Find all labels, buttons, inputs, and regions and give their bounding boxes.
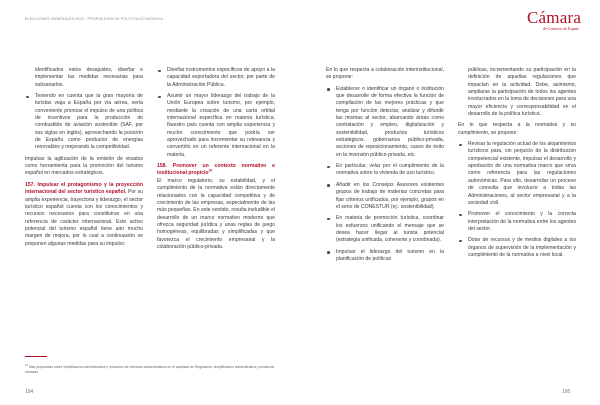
list-item: Revisar la regulación actual de los alojamientos turísticos para, sin perjuicio de la distribución competencial existente, impulsar el desarrollo y aprobación de una normativa marco que sirva como referencia para las regulaciones autonómicas. Para ello, desarrollar un proceso de consulta que involucre a todas las Administraciones, al sector empresarial y a la sociedad civil. bbox=[458, 141, 576, 207]
list-item: Promover el conocimiento y la correcta interpretación de la normativa entre los agentes del sector. bbox=[458, 211, 576, 233]
list-item: Asumir un mayor liderazgo del trabajo de la Unión Europea sobre turismo, por ejemplo, mediante la creación de una carta orbital internacional específica en materia turística. Nuestro país cuenta con amplia experiencia y mucho conocimiento que podría ser aprovechado para incrementar su relevancia y convertirlo en un referente internacional en la materia. bbox=[157, 93, 275, 159]
page-number-left: 194 bbox=[25, 389, 34, 395]
section-heading-158: 158. Promover un contexto normativo e institucional propicio$^{10}$ bbox=[157, 163, 275, 177]
list-item: Dotar de recursos y de medios digitales a los órganos de supervisión de la implementación y cumplimiento de la normativa a nivel local. bbox=[458, 237, 576, 259]
text-column-3 bbox=[326, 67, 444, 263]
list-item: En particular, velar por el cumplimiento de la normativa sobre la vivienda de uso turístico. bbox=[326, 163, 444, 178]
section-heading-157: 157. Impulsar el protagonismo y la proyección internacional del sector turístico español. bbox=[25, 181, 143, 196]
logo-wordmark: Cámara bbox=[527, 8, 582, 27]
running-header: ELECCIONES GENERALES 2023 · PROPUESTAS DE POLÍTICA ECONÓMICA bbox=[25, 17, 163, 21]
text-column-1 bbox=[25, 67, 143, 248]
paragraph: Impulsar la agilización de la emisión de visados como herramienta para la promoción del turismo español en mercados estratégicos. bbox=[25, 155, 143, 177]
list-item: Añadir en los Consejos Asesores existentes grupos de trabajo de materias concretas para fijar criterios unificados, por ejemplo, grupos en el seno de CONESTUR (ej.: sostenibilidad). bbox=[326, 182, 444, 211]
page-number-right: 195 bbox=[562, 389, 571, 395]
section-paragraph-157: 157. Impulsar el protagonismo y la proyección internacional del sector turístico español. Por su amplia experiencia, trayectoria y liderazgo, el sector turístico español cuenta con los conocimientos y recursos necesarios para constituirse en una referencia de carácter internacional. Este activo potencial del turismo español tiene aún mucho margen de mejora, por lo cual a continuación se proponen algunas medidas para su impulso: bbox=[25, 181, 143, 247]
paragraph: En lo que respecta a colaboración interinstitucional, se propone: bbox=[326, 67, 444, 81]
paragraph: En lo que respecta a la normativa y su cumplimiento, se propone: bbox=[458, 122, 576, 136]
footnote-divider bbox=[25, 356, 47, 357]
list-item: Establecer o identificar un órgano o institución que desarrolle de forma efectiva la función de compilación de las mejores prácticas y que tenga por función detectar, analizar y difundir las mismas al sector, abarcando áreas como contratación y empleo, digitalización y sostenibilidad, productos turísticos estratégicos, gobernanza público-privada, acciones de reposicionamiento, casos de éxito en la inversión público-privada, etc. bbox=[326, 86, 444, 159]
list-item: públicas, incrementando su participación en la definición de aquellas regulaciones que impactan en la actividad. Debe, asimismo, ampliarse la participación de todos los agentes involucrados en la toma de decisiones para una mayor eficiencia y corresponsabilidad en el desarrollo de la política turística. bbox=[468, 67, 576, 118]
paragraph: El marco regulatorio, su estabilidad, y el cumplimiento de la normativa están directamente relacionados con la capacidad competitiva y de crecimiento de las empresas, especialmente de las más pequeñas. En este sentido, resulta ineludible el desarrollo de un marco normativo moderno que ofrezca seguridad jurídica y unas reglas de juego homogéneas, equilibradas y simplificadas y que favorezca el crecimiento empresarial y la colaboración público-privada. bbox=[157, 177, 275, 250]
list-item: identificados estos desajustes, diseñar e implementar las medidas necesarias para subsanarlos. bbox=[35, 67, 143, 88]
logo-subtitle: de Comercio de España bbox=[543, 27, 579, 31]
list-item: En materia de promoción turística, coordinar los esfuerzos unificando el mensaje que se desea hacer llegar al turista potencial (estrategia unificada, coherente y coordinada). bbox=[326, 215, 444, 244]
list-item: Impulsar el liderazgo del turismo en la planificación de políticas bbox=[326, 249, 444, 264]
footnote: $^{10}$ Más propuestas sobre simplificación administrativa y reducción de intereses administrativos en el apartado de Regulación, simplificación administrativa y unidad de mercado. bbox=[25, 363, 275, 374]
camara-logo bbox=[521, 6, 581, 36]
text-column-4 bbox=[458, 67, 576, 259]
text-column-2 bbox=[157, 67, 275, 251]
list-item: Teniendo en cuenta que la gran mayoría de turistas viaja a España por vía aérea, sería conveniente priorizar el impulso de una política de incentivos para la producción de combustible de aviación sostenible (SAF, por sus siglas en inglés), aprovechando la posición de España como productor de energías renovables y mejorando la competitividad. bbox=[25, 93, 143, 152]
list-item: Diseñar instrumentos específicos de apoyo a la capacidad exportadora del sector, por parte de la Administración Pública. bbox=[157, 67, 275, 89]
